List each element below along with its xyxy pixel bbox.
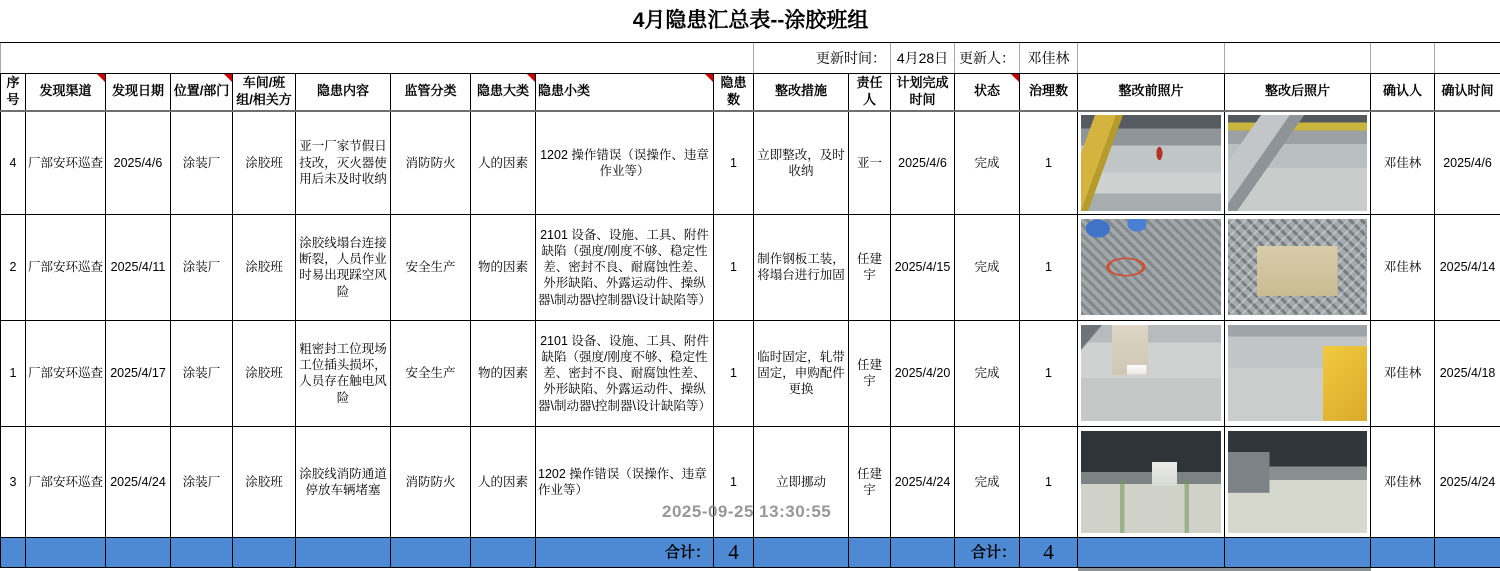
cell-plan-date[interactable]: 2025/4/6 bbox=[891, 111, 955, 215]
cell-confirmer[interactable]: 邓佳林 bbox=[1371, 111, 1435, 215]
hidden-total-value[interactable]: 4 bbox=[714, 537, 754, 567]
meta-empty-cell[interactable] bbox=[1225, 43, 1371, 74]
col-header-count[interactable]: 隐患数 bbox=[714, 74, 754, 111]
summary-empty-cell[interactable] bbox=[754, 537, 849, 567]
cell-minor[interactable]: 2101 设备、设施、工具、附件缺陷（强度/刚度不够、稳定性差、密封不良、耐腐蚀性差、外形缺陷、外露运动件、操纵器\制动器\控制器\设计缺陷等） bbox=[536, 214, 714, 320]
cell-location[interactable]: 涂装厂 bbox=[171, 426, 233, 537]
cell-count[interactable]: 1 bbox=[714, 111, 754, 215]
table-row bbox=[1, 320, 1500, 426]
cutoff-photo-edge bbox=[1078, 568, 1225, 571]
col-header-confirm-date[interactable]: 确认时间 bbox=[1435, 74, 1500, 111]
table-row bbox=[1, 111, 1500, 215]
cell-status[interactable]: 完成 bbox=[955, 214, 1020, 320]
col-header-label: 发现渠道 bbox=[39, 83, 91, 98]
col-header-measure[interactable]: 整改措施 bbox=[754, 74, 849, 111]
treated-total-label[interactable]: 合计： bbox=[955, 537, 1020, 567]
col-header-location[interactable] bbox=[171, 74, 233, 111]
cell-content[interactable]: 粗密封工位现场工位插头损坏，人员存在触电风险 bbox=[296, 320, 391, 426]
cell-seq[interactable]: 3 bbox=[1, 426, 26, 537]
comment-indicator-icon bbox=[1011, 74, 1019, 82]
cell-confirm-date[interactable]: 2025/4/18 bbox=[1435, 320, 1500, 426]
cell-owner[interactable]: 亚一 bbox=[849, 111, 891, 215]
cell-team[interactable]: 涂胶班 bbox=[233, 426, 296, 537]
cell-date[interactable]: 2025/4/6 bbox=[106, 111, 171, 215]
meta-empty-cell[interactable] bbox=[1371, 43, 1435, 74]
comment-indicator-icon bbox=[97, 74, 105, 82]
comment-indicator-icon bbox=[705, 74, 713, 82]
cell-team[interactable]: 涂胶班 bbox=[233, 111, 296, 215]
updater-value[interactable]: 邓佳林 bbox=[1020, 43, 1078, 74]
cell-photo-after[interactable] bbox=[1225, 426, 1371, 537]
cutoff-blank bbox=[1371, 568, 1500, 571]
cell-owner[interactable]: 任建宇 bbox=[849, 214, 891, 320]
col-header-category[interactable]: 监管分类 bbox=[391, 74, 471, 111]
cell-channel[interactable]: 厂部安环巡查 bbox=[26, 111, 106, 215]
col-header-photo-after[interactable]: 整改后照片 bbox=[1225, 74, 1371, 111]
cell-photo-after[interactable] bbox=[1225, 111, 1371, 215]
meta-empty-cell[interactable] bbox=[1078, 43, 1225, 74]
cell-count[interactable]: 1 bbox=[714, 214, 754, 320]
cell-team[interactable]: 涂胶班 bbox=[233, 320, 296, 426]
col-header-confirmer[interactable]: 确认人 bbox=[1371, 74, 1435, 111]
cell-confirm-date[interactable]: 2025/4/24 bbox=[1435, 426, 1500, 537]
cell-confirmer[interactable]: 邓佳林 bbox=[1371, 214, 1435, 320]
summary-empty-cell[interactable] bbox=[296, 537, 391, 567]
col-header-label: 隐患小类 bbox=[538, 83, 590, 98]
cell-date[interactable]: 2025/4/17 bbox=[106, 320, 171, 426]
before-photo[interactable] bbox=[1081, 219, 1221, 315]
comment-indicator-icon bbox=[224, 74, 232, 82]
cell-owner[interactable]: 任建宇 bbox=[849, 426, 891, 537]
before-photo[interactable] bbox=[1081, 115, 1221, 211]
before-photo[interactable] bbox=[1081, 325, 1221, 421]
before-photo[interactable] bbox=[1081, 431, 1221, 533]
summary-empty-cell[interactable] bbox=[1225, 537, 1371, 567]
cutoff-photo-edge bbox=[1225, 568, 1371, 571]
comment-indicator-icon bbox=[527, 74, 535, 82]
cell-category[interactable]: 安全生产 bbox=[391, 214, 471, 320]
cutoff-row bbox=[1, 568, 1500, 571]
cell-count[interactable]: 1 bbox=[714, 320, 754, 426]
col-header-treated[interactable]: 治理数 bbox=[1020, 74, 1078, 111]
summary-empty-cell[interactable] bbox=[1, 537, 26, 567]
summary-empty-cell[interactable] bbox=[26, 537, 106, 567]
summary-row bbox=[1, 537, 1500, 567]
cell-location[interactable]: 涂装厂 bbox=[171, 111, 233, 215]
after-photo[interactable] bbox=[1228, 325, 1367, 421]
cell-photo-before[interactable] bbox=[1078, 214, 1225, 320]
cell-date[interactable]: 2025/4/11 bbox=[106, 214, 171, 320]
summary-empty-cell[interactable] bbox=[106, 537, 171, 567]
cell-measure[interactable]: 临时固定，轧带固定，申购配件更换 bbox=[754, 320, 849, 426]
cell-seq[interactable]: 2 bbox=[1, 214, 26, 320]
cell-measure[interactable]: 制作钢板工装，将塌台进行加固 bbox=[754, 214, 849, 320]
table-row bbox=[1, 214, 1500, 320]
cell-plan-date[interactable]: 2025/4/24 bbox=[891, 426, 955, 537]
update-time-value[interactable]: 4月28日 bbox=[891, 43, 955, 74]
summary-empty-cell[interactable] bbox=[233, 537, 296, 567]
cell-content[interactable]: 亚一厂家节假日技改，灭火器使用后未及时收纳 bbox=[296, 111, 391, 215]
col-header-channel[interactable] bbox=[26, 74, 106, 111]
cell-major[interactable]: 人的因素 bbox=[471, 426, 536, 537]
cell-seq[interactable]: 1 bbox=[1, 320, 26, 426]
col-header-label: 隐患大类 bbox=[477, 83, 529, 98]
summary-empty-cell[interactable] bbox=[471, 537, 536, 567]
col-header-plan-date[interactable]: 计划完成时间 bbox=[891, 74, 955, 111]
cell-status[interactable]: 完成 bbox=[955, 111, 1020, 215]
summary-empty-cell[interactable] bbox=[1078, 537, 1225, 567]
cell-major[interactable]: 物的因素 bbox=[471, 320, 536, 426]
col-header-label: 状态 bbox=[974, 83, 1000, 98]
timestamp-watermark: 2025-09-25 13:30:55 bbox=[662, 502, 831, 522]
cell-minor[interactable]: 1202 操作错误（误操作、违章作业等） bbox=[536, 426, 714, 537]
cell-measure[interactable]: 立即挪动 bbox=[754, 426, 849, 537]
cutoff-blank bbox=[1, 568, 1078, 571]
meta-empty-cell[interactable] bbox=[1435, 43, 1500, 74]
cell-channel[interactable]: 厂部安环巡查 bbox=[26, 426, 106, 537]
cell-channel[interactable]: 厂部安环巡查 bbox=[26, 214, 106, 320]
cell-owner[interactable]: 任建宇 bbox=[849, 320, 891, 426]
summary-empty-cell[interactable] bbox=[391, 537, 471, 567]
cell-plan-date[interactable]: 2025/4/15 bbox=[891, 214, 955, 320]
cell-category[interactable]: 消防防火 bbox=[391, 426, 471, 537]
after-photo[interactable] bbox=[1228, 219, 1367, 315]
cell-treated[interactable]: 1 bbox=[1020, 426, 1078, 537]
cell-confirmer[interactable]: 邓佳林 bbox=[1371, 320, 1435, 426]
update-time-label[interactable]: 更新时间： bbox=[754, 43, 891, 74]
meta-spacer-cell[interactable] bbox=[1, 43, 754, 74]
cell-photo-before[interactable] bbox=[1078, 111, 1225, 215]
col-header-label: 位置/部门 bbox=[174, 83, 230, 98]
cell-photo-after[interactable] bbox=[1225, 320, 1371, 426]
cell-confirm-date[interactable]: 2025/4/14 bbox=[1435, 214, 1500, 320]
col-header-owner[interactable]: 责任人 bbox=[849, 74, 891, 111]
cell-confirmer[interactable]: 邓佳林 bbox=[1371, 426, 1435, 537]
cell-content[interactable]: 涂胶线消防通道停放车辆堵塞 bbox=[296, 426, 391, 537]
cell-major[interactable]: 人的因素 bbox=[471, 111, 536, 215]
cell-location[interactable]: 涂装厂 bbox=[171, 214, 233, 320]
cell-treated[interactable]: 1 bbox=[1020, 320, 1078, 426]
cell-category[interactable]: 消防防火 bbox=[391, 111, 471, 215]
cell-treated[interactable]: 1 bbox=[1020, 111, 1078, 215]
cell-team[interactable]: 涂胶班 bbox=[233, 214, 296, 320]
after-photo[interactable] bbox=[1228, 115, 1367, 211]
summary-empty-cell[interactable] bbox=[1371, 537, 1435, 567]
table-row bbox=[1, 426, 1500, 537]
summary-empty-cell[interactable] bbox=[1435, 537, 1500, 567]
cell-status[interactable]: 完成 bbox=[955, 426, 1020, 537]
cell-count[interactable]: 1 bbox=[714, 426, 754, 537]
page-title[interactable]: 4月隐患汇总表--涂胶班组 bbox=[1, 0, 1500, 43]
col-header-team[interactable]: 车间/班组/相关方 bbox=[233, 74, 296, 111]
col-header-date[interactable]: 发现日期 bbox=[106, 74, 171, 111]
cell-category[interactable]: 安全生产 bbox=[391, 320, 471, 426]
cell-channel[interactable]: 厂部安环巡查 bbox=[26, 320, 106, 426]
cell-treated[interactable]: 1 bbox=[1020, 214, 1078, 320]
cell-confirm-date[interactable]: 2025/4/6 bbox=[1435, 111, 1500, 215]
summary-empty-cell[interactable] bbox=[849, 537, 891, 567]
summary-empty-cell[interactable] bbox=[171, 537, 233, 567]
cell-status[interactable]: 完成 bbox=[955, 320, 1020, 426]
updater-label[interactable]: 更新人： bbox=[955, 43, 1020, 74]
cell-measure[interactable]: 立即整改，及时收纳 bbox=[754, 111, 849, 215]
cell-photo-after[interactable] bbox=[1225, 214, 1371, 320]
hidden-total-label[interactable]: 合计： bbox=[536, 537, 714, 567]
col-header-photo-before[interactable]: 整改前照片 bbox=[1078, 74, 1225, 111]
col-header-minor[interactable] bbox=[536, 74, 714, 111]
treated-total-value[interactable]: 4 bbox=[1020, 537, 1078, 567]
cell-major[interactable]: 物的因素 bbox=[471, 214, 536, 320]
after-photo[interactable] bbox=[1228, 431, 1367, 533]
cell-plan-date[interactable]: 2025/4/20 bbox=[891, 320, 955, 426]
cell-minor[interactable]: 1202 操作错误（误操作、违章作业等） bbox=[536, 111, 714, 215]
summary-empty-cell[interactable] bbox=[891, 537, 955, 567]
col-header-content[interactable]: 隐患内容 bbox=[296, 74, 391, 111]
cell-seq[interactable]: 4 bbox=[1, 111, 26, 215]
cell-photo-before[interactable] bbox=[1078, 320, 1225, 426]
cell-minor[interactable]: 2101 设备、设施、工具、附件缺陷（强度/刚度不够、稳定性差、密封不良、耐腐蚀性差、外形缺陷、外露运动件、操纵器\制动器\控制器\设计缺陷等） bbox=[536, 320, 714, 426]
cell-content[interactable]: 涂胶线塌台连接断裂，人员作业时易出现踩空风险 bbox=[296, 214, 391, 320]
cell-photo-before[interactable] bbox=[1078, 426, 1225, 537]
col-header-major[interactable] bbox=[471, 74, 536, 111]
cell-location[interactable]: 涂装厂 bbox=[171, 320, 233, 426]
cell-date[interactable]: 2025/4/24 bbox=[106, 426, 171, 537]
col-header-seq[interactable]: 序号 bbox=[1, 74, 26, 111]
col-header-status[interactable] bbox=[955, 74, 1020, 111]
